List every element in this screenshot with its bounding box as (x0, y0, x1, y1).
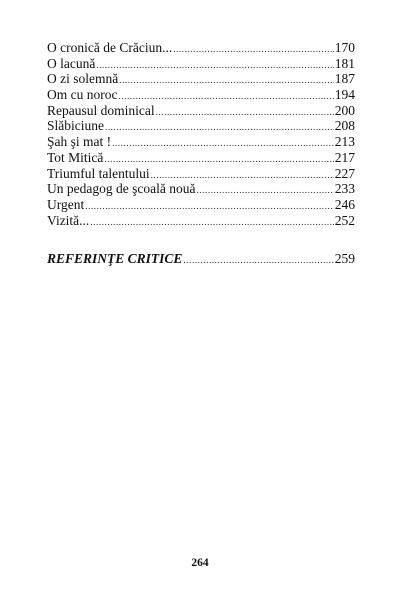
toc-entry-page: 181 (334, 55, 355, 71)
toc-entry-page: 233 (334, 181, 355, 197)
toc-entry (47, 166, 355, 182)
toc-entry-title: Şah şi mat ! (47, 134, 112, 150)
toc-entry-page: 217 (334, 149, 355, 165)
toc-entry (47, 71, 355, 87)
dot-leader (196, 183, 333, 199)
toc-entry-title: O lacună (47, 55, 96, 71)
toc-entry-page: 208 (334, 118, 355, 134)
toc-entry-title: Slăbiciune (47, 118, 104, 134)
toc-entry-page: 194 (334, 87, 355, 103)
toc-entry-page: 200 (334, 102, 355, 118)
toc-section-title: REFERINŢE CRITICE (47, 251, 183, 267)
toc-entry (47, 103, 355, 119)
toc-entry (47, 150, 355, 166)
toc-entry-title: Triumful talentului (47, 165, 150, 181)
toc-entry (47, 134, 355, 150)
dot-leader (183, 253, 333, 269)
toc-entry-title: Om cu noroc (47, 87, 118, 103)
toc-entry-title: Vizită... (47, 212, 90, 228)
dot-leader (156, 105, 334, 121)
toc-entry-title: Urgent (47, 196, 85, 212)
section-spacer (47, 228, 355, 251)
toc-entry-page: 213 (334, 134, 355, 150)
toc-entry (47, 118, 355, 134)
dot-leader (90, 215, 333, 231)
toc-entry-page: 170 (334, 40, 355, 55)
toc-entry-title: Un pedagog de şcoală nouă (47, 181, 196, 197)
dot-leader (105, 120, 334, 136)
toc-entry-title: O zi solemnă (47, 71, 119, 87)
toc-entry-page: 227 (334, 165, 355, 181)
dot-leader (85, 199, 334, 215)
toc-section-page: 259 (334, 251, 355, 267)
toc-entry (47, 181, 355, 197)
toc-entry-title: O cronică de Crăciun... (47, 40, 173, 55)
toc-entry-page: 246 (334, 196, 355, 212)
dot-leader (119, 73, 334, 89)
table-of-contents (47, 40, 355, 267)
toc-section-entry (47, 251, 355, 267)
toc-entry (47, 40, 355, 56)
toc-entry-title: Repausul dominical (47, 102, 155, 118)
toc-entry-title: Tot Mitică (47, 149, 104, 165)
toc-entry (47, 197, 355, 213)
dot-leader (112, 136, 334, 152)
toc-entry (47, 213, 355, 229)
toc-entry (47, 87, 355, 103)
dot-leader (96, 58, 333, 74)
dot-leader (173, 42, 334, 58)
toc-entry-page: 187 (334, 71, 355, 87)
toc-entry-page: 252 (334, 212, 355, 228)
toc-entry (47, 56, 355, 72)
page-number: 264 (191, 557, 209, 569)
